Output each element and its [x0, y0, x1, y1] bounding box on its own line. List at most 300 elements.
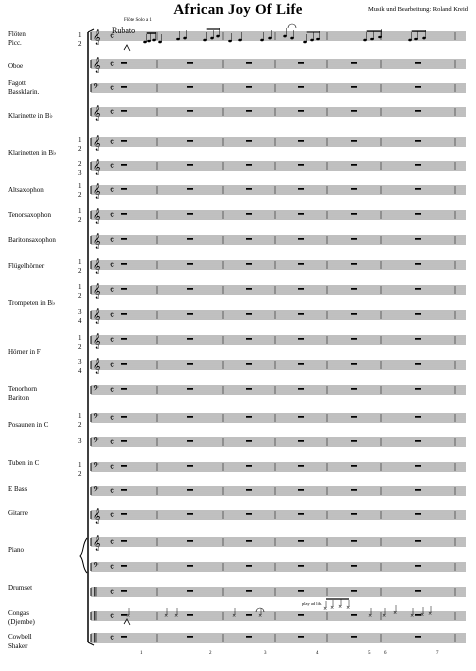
rest-icon [246, 62, 252, 64]
rest-icon [121, 513, 127, 515]
staff [91, 334, 466, 349]
rest-icon [187, 513, 193, 515]
bass-clef-icon: 𝄢 [93, 437, 99, 447]
label-klarinette: Klarinette in B♭ [8, 112, 53, 120]
rest-icon [298, 489, 304, 491]
time-signature-icon: 𝄴 [110, 84, 115, 94]
rest-icon [298, 164, 304, 166]
label-hoerner: Hörner in F [8, 348, 41, 356]
note-icon [228, 40, 232, 43]
staff-number: 2 [78, 40, 82, 48]
percussion-note-icon: × [368, 613, 373, 619]
rest-icon [246, 565, 252, 567]
rest-icon [187, 140, 193, 142]
rest-icon [298, 590, 304, 592]
rest-icon [246, 636, 252, 638]
rest-icon [246, 263, 252, 265]
staff-number: 3 [78, 437, 82, 445]
rest-icon [351, 540, 357, 542]
rest-icon [121, 416, 127, 418]
time-signature-icon: 𝄴 [110, 336, 115, 346]
rest-icon [121, 288, 127, 290]
staff [91, 633, 466, 644]
staff [91, 209, 466, 224]
note-icon [183, 37, 187, 40]
treble-clef-icon: 𝄞 [93, 209, 101, 224]
rest-icon [187, 465, 193, 467]
rest-icon [121, 440, 127, 442]
note-icon [268, 37, 272, 40]
staff-number: 2 [78, 160, 82, 168]
time-signature-icon: 𝄴 [110, 361, 115, 371]
staff [91, 259, 466, 274]
rest-icon [121, 110, 127, 112]
staff [91, 587, 466, 598]
time-signature-icon: 𝄴 [110, 286, 115, 296]
label-altsaxophon: Altsaxophon [8, 186, 44, 194]
label-piano: Piano [8, 546, 24, 554]
play-marking: play ad lib. [302, 601, 323, 606]
percussion-note-icon: × [258, 613, 263, 619]
rest-icon [351, 213, 357, 215]
rest-icon [246, 338, 252, 340]
rest-icon [415, 313, 421, 315]
treble-clef-icon: 𝄞 [93, 334, 101, 349]
rest-icon [298, 313, 304, 315]
rest-icon [246, 513, 252, 515]
rest-icon [187, 590, 193, 592]
rest-icon [121, 238, 127, 240]
rest-icon [246, 440, 252, 442]
rest-icon [298, 416, 304, 418]
staff [91, 412, 466, 424]
rest-icon [351, 62, 357, 64]
time-signature-icon: 𝄴 [110, 186, 115, 196]
rest-icon [187, 540, 193, 542]
rest-icon [415, 164, 421, 166]
percussion-note-icon: × [428, 611, 433, 617]
rest-icon [187, 440, 193, 442]
treble-clef-icon: 𝄞 [93, 359, 101, 374]
treble-clef-icon: 𝄞 [93, 309, 101, 324]
time-signature-icon: 𝄴 [110, 438, 115, 448]
note-icon [158, 41, 162, 44]
rest-icon [246, 416, 252, 418]
label-drumset: Drumset [8, 584, 33, 592]
time-signature-icon: 𝄴 [110, 138, 115, 148]
rest-icon [121, 188, 127, 190]
rest-icon [187, 565, 193, 567]
note-icon [414, 38, 418, 41]
staff-number: 2 [78, 191, 82, 199]
measure-number: 6 [384, 651, 387, 656]
time-signature-icon: 𝄴 [110, 32, 115, 42]
staff-number: 2 [78, 145, 82, 153]
rest-icon [298, 614, 304, 616]
rest-icon [415, 636, 421, 638]
piano-brace-icon [80, 538, 87, 573]
rest-icon [351, 363, 357, 365]
staff [91, 106, 466, 121]
rest-icon [298, 540, 304, 542]
staff [91, 82, 466, 94]
staff [91, 359, 466, 374]
note-icon [176, 38, 180, 41]
staff-number: 1 [78, 283, 82, 291]
time-signature-icon: 𝄴 [110, 463, 115, 473]
rest-icon [415, 363, 421, 365]
label-ebass: E Bass [8, 485, 28, 493]
bass-clef-icon: 𝄢 [93, 413, 99, 423]
note-icon [370, 38, 374, 41]
rest-icon [246, 540, 252, 542]
rest-icon [298, 263, 304, 265]
rest-icon [298, 62, 304, 64]
percussion-note-icon: × [338, 604, 343, 610]
bass-clef-icon: 𝄢 [93, 83, 99, 93]
staff-number: 2 [78, 216, 82, 224]
note-icon [283, 35, 287, 38]
staff-number: 1 [78, 207, 82, 215]
note-icon [316, 38, 320, 41]
staff-number: 3 [78, 308, 82, 316]
accent-icon [124, 45, 130, 51]
staff-number: 1 [78, 412, 82, 420]
staff [91, 58, 466, 73]
rest-icon [298, 288, 304, 290]
percussion-note-icon: × [126, 613, 131, 619]
note-icon [303, 41, 307, 44]
label-tuben: Tuben in C [8, 459, 40, 467]
label-baritonsaxophon: Baritonsaxophon [8, 236, 56, 244]
bass-clef-icon: 𝄢 [93, 486, 99, 496]
rest-icon [351, 590, 357, 592]
staff [91, 30, 466, 45]
staff-number: 3 [78, 358, 82, 366]
staff [91, 184, 466, 199]
rest-icon [121, 86, 127, 88]
staff-number: 1 [78, 136, 82, 144]
treble-clef-icon: 𝄞 [93, 160, 101, 175]
rest-icon [121, 465, 127, 467]
rest-icon [187, 110, 193, 112]
percussion-note-icon: × [346, 605, 351, 611]
treble-clef-icon: 𝄞 [93, 509, 101, 524]
rest-icon [298, 636, 304, 638]
rest-icon [415, 188, 421, 190]
rest-icon [121, 164, 127, 166]
fermata-icon [256, 608, 264, 612]
rest-icon [121, 590, 127, 592]
rest-icon [415, 213, 421, 215]
note-icon [152, 39, 156, 42]
percussion-note-icon: × [393, 610, 398, 616]
measure-number: 2 [209, 651, 212, 656]
measure-number: 5 [368, 651, 371, 656]
rest-icon [415, 263, 421, 265]
note-icon [363, 39, 367, 42]
treble-clef-icon: 𝄞 [93, 259, 101, 274]
time-signature-icon: 𝄴 [110, 634, 115, 644]
staff [91, 136, 466, 151]
label-tenorhorn: Tenorhorn Bariton [8, 385, 38, 402]
time-signature-icon: 𝄴 [110, 612, 115, 622]
note-icon [238, 39, 242, 42]
time-signature-icon: 𝄴 [110, 538, 115, 548]
rest-icon [187, 636, 193, 638]
rest-icon [351, 313, 357, 315]
rest-icon [121, 388, 127, 390]
rest-icon [298, 213, 304, 215]
percussion-note-icon: × [382, 613, 387, 619]
composer-credit: Musik und Bearbeitung: Roland Kreid [367, 6, 468, 13]
solo-marking: Flöte Solo a 1 [124, 18, 152, 23]
rest-icon [415, 513, 421, 515]
staff [91, 561, 466, 573]
rest-icon [351, 86, 357, 88]
rest-icon [415, 565, 421, 567]
note-icon [260, 39, 264, 42]
score-title: African Joy Of Life [173, 2, 303, 18]
rest-icon [246, 213, 252, 215]
rest-icon [415, 465, 421, 467]
rest-icon [351, 110, 357, 112]
rest-icon [121, 565, 127, 567]
measure-number: 4 [316, 651, 319, 656]
staff-number: 2 [78, 292, 82, 300]
rest-icon [187, 416, 193, 418]
rest-icon [187, 238, 193, 240]
rest-icon [298, 388, 304, 390]
rest-icon [187, 313, 193, 315]
rest-icon [351, 164, 357, 166]
rest-icon [246, 238, 252, 240]
rest-icon [121, 636, 127, 638]
rest-icon [246, 140, 252, 142]
time-signature-icon: 𝄴 [110, 311, 115, 321]
rest-icon [121, 489, 127, 491]
rest-icon [298, 565, 304, 567]
staff [91, 234, 466, 249]
note-icon [216, 35, 220, 38]
note-icon [203, 39, 207, 42]
rest-icon [351, 565, 357, 567]
rest-icon [298, 188, 304, 190]
rest-icon [121, 263, 127, 265]
rest-icon [187, 188, 193, 190]
staff-number: 2 [78, 470, 82, 478]
staff-number: 1 [78, 334, 82, 342]
rest-icon [415, 416, 421, 418]
tempo-marking: Rubato [112, 26, 136, 35]
measure-number: 1 [140, 651, 143, 656]
rest-icon [351, 416, 357, 418]
rest-icon [298, 513, 304, 515]
bass-clef-icon: 𝄢 [93, 462, 99, 472]
rest-icon [246, 110, 252, 112]
staff [91, 160, 466, 175]
label-oboe: Oboe [8, 62, 24, 70]
time-signature-icon: 𝄴 [110, 511, 115, 521]
rest-icon [298, 465, 304, 467]
staff-number: 4 [78, 367, 82, 375]
treble-clef-icon: 𝄞 [93, 234, 101, 249]
rest-icon [187, 62, 193, 64]
label-fluegelhoerner: Flügelhörner [8, 262, 45, 270]
treble-clef-icon: 𝄞 [93, 30, 101, 45]
treble-clef-icon: 𝄞 [93, 536, 101, 551]
rest-icon [187, 614, 193, 616]
rest-icon [246, 363, 252, 365]
staff [91, 485, 466, 497]
rest-icon [351, 238, 357, 240]
rest-icon [415, 62, 421, 64]
label-congas: Congas (Djembe) [8, 609, 35, 626]
time-signature-icon: 𝄴 [110, 236, 115, 246]
rest-icon [121, 213, 127, 215]
note-icon [310, 39, 314, 42]
rest-icon [246, 614, 252, 616]
note-icon [422, 37, 426, 40]
fermata-icon [288, 24, 296, 28]
rest-icon [121, 313, 127, 315]
staff [91, 309, 466, 324]
time-signature-icon: 𝄴 [110, 211, 115, 221]
measure-number: 3 [264, 651, 267, 656]
rest-icon [121, 338, 127, 340]
rest-icon [246, 288, 252, 290]
percussion-note-icon: × [330, 605, 335, 611]
rest-icon [351, 338, 357, 340]
bass-clef-icon: 𝄢 [93, 385, 99, 395]
rest-icon [415, 338, 421, 340]
staff [91, 284, 466, 299]
rest-icon [351, 513, 357, 515]
rest-icon [298, 363, 304, 365]
percussion-note-icon: × [410, 613, 415, 619]
rest-icon [187, 489, 193, 491]
note-icon [290, 37, 294, 40]
rest-icon [415, 288, 421, 290]
staff-number: 1 [78, 182, 82, 190]
note-icon [378, 36, 382, 39]
rest-icon [415, 110, 421, 112]
percussion-note-icon: × [232, 613, 237, 619]
percussion-clef-icon: ‖ [93, 633, 98, 643]
rest-icon [246, 188, 252, 190]
bass-clef-icon: 𝄢 [93, 562, 99, 572]
note-icon [408, 39, 412, 42]
staff [91, 436, 466, 448]
time-signature-icon: 𝄴 [110, 414, 115, 424]
treble-clef-icon: 𝄞 [93, 106, 101, 121]
rest-icon [187, 288, 193, 290]
staff-number: 2 [78, 421, 82, 429]
rest-icon [298, 238, 304, 240]
note-icon [147, 40, 151, 43]
percussion-clef-icon: ‖ [93, 611, 98, 621]
rest-icon [246, 164, 252, 166]
percussion-clef-icon: ‖ [93, 587, 98, 597]
rest-icon [351, 288, 357, 290]
rest-icon [298, 86, 304, 88]
rest-icon [187, 213, 193, 215]
staff [91, 536, 466, 551]
rest-icon [246, 489, 252, 491]
rest-icon [246, 313, 252, 315]
rest-icon [351, 263, 357, 265]
staff [91, 384, 466, 396]
rest-icon [351, 636, 357, 638]
measure-number: 7 [436, 651, 439, 656]
time-signature-icon: 𝄴 [110, 162, 115, 172]
treble-clef-icon: 𝄞 [93, 58, 101, 73]
rest-icon [187, 388, 193, 390]
label-tenorsaxophon: Tenorsaxophon [8, 211, 52, 219]
rest-icon [121, 540, 127, 542]
rest-icon [298, 440, 304, 442]
treble-clef-icon: 𝄞 [93, 136, 101, 151]
rest-icon [246, 86, 252, 88]
staff [91, 461, 466, 473]
time-signature-icon: 𝄴 [110, 588, 115, 598]
label-floeten: Flöten Picc. [8, 30, 26, 47]
rest-icon [415, 86, 421, 88]
rest-icon [246, 388, 252, 390]
staff-number: 1 [78, 461, 82, 469]
rest-icon [246, 465, 252, 467]
rest-icon [187, 86, 193, 88]
rest-icon [298, 110, 304, 112]
rest-icon [121, 62, 127, 64]
percussion-note-icon: × [174, 613, 179, 619]
rest-icon [351, 388, 357, 390]
rest-icon [415, 540, 421, 542]
staff-number: 3 [78, 169, 82, 177]
rest-icon [187, 338, 193, 340]
staff-number: 1 [78, 258, 82, 266]
rest-icon [415, 489, 421, 491]
rest-icon [298, 140, 304, 142]
rest-icon [351, 188, 357, 190]
label-klarinetten: Klarinetten in B♭ [8, 149, 57, 157]
rest-icon [415, 140, 421, 142]
rest-icon [415, 238, 421, 240]
rest-icon [121, 140, 127, 142]
rest-icon [298, 338, 304, 340]
label-trompeten: Trompeten in B♭ [8, 299, 56, 307]
staff-number: 2 [78, 267, 82, 275]
rest-icon [351, 140, 357, 142]
rest-icon [415, 440, 421, 442]
staff-number: 1 [78, 31, 82, 39]
rest-icon [351, 614, 357, 616]
time-signature-icon: 𝄴 [110, 108, 115, 118]
staff-number: 4 [78, 317, 82, 325]
time-signature-icon: 𝄴 [110, 261, 115, 271]
label-fagott: Fagott Bassklarin. [8, 79, 40, 96]
label-cowbell: Cowbell Shaker [8, 633, 32, 650]
note-icon [143, 41, 147, 44]
rest-icon [187, 363, 193, 365]
rest-icon [415, 388, 421, 390]
rest-icon [351, 465, 357, 467]
time-signature-icon: 𝄴 [110, 563, 115, 573]
percussion-note-icon: × [164, 613, 169, 619]
rest-icon [351, 489, 357, 491]
rest-icon [187, 164, 193, 166]
time-signature-icon: 𝄴 [110, 386, 115, 396]
